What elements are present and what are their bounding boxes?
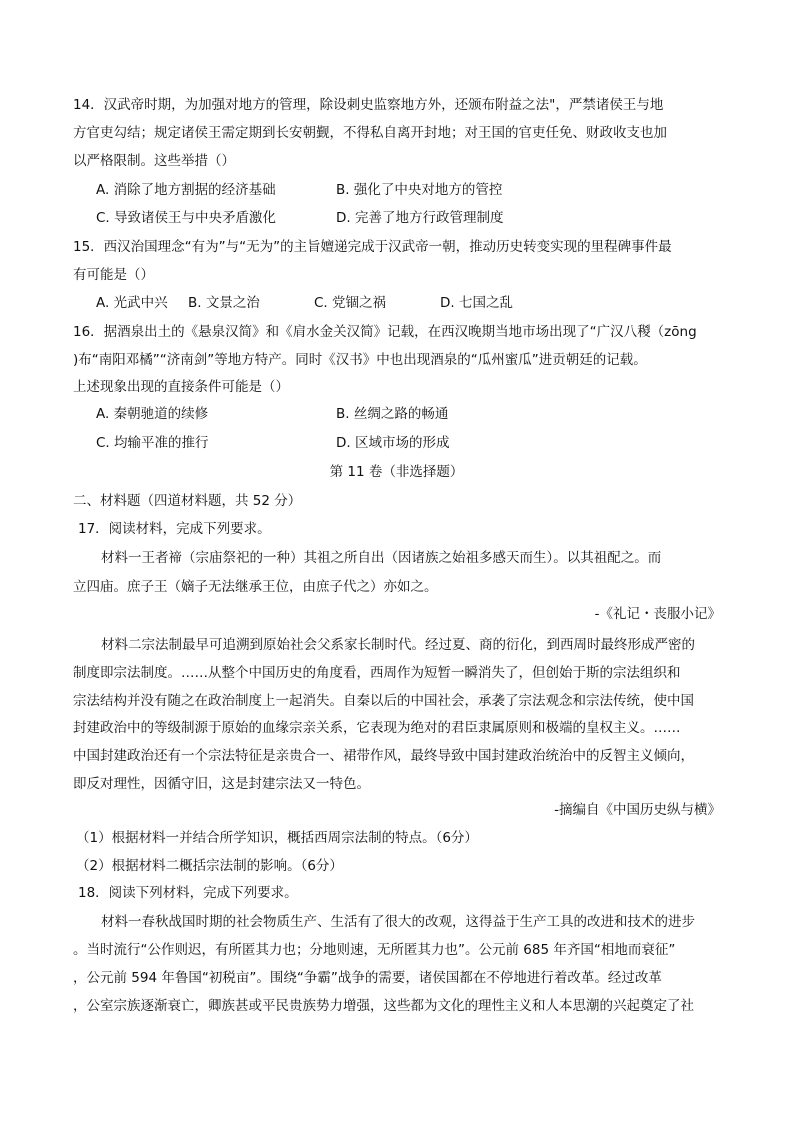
q16-option-d: D. 区域市场的形成 [336,435,450,451]
q17-material2-line1: 材料二宗法制最早可追溯到原始社会父系家长制时代。经过夏、商的衍化，到西周时最终形成严密的 [101,637,695,653]
volume-heading: 第 11 卷（非选择题） [329,464,464,480]
q17-material1-source: -《礼记・丧服小记》 [594,606,721,622]
q15-stem-line1: 15．西汉治国理念“有为”与“无为”的主旨嬗递完成于汉武帝一朝，推动历史转变实现的里程碑事件最 [73,239,672,255]
q15-option-b: B. 文景之治 [188,295,260,311]
q16-option-c: C. 均输平准的推行 [96,435,209,451]
q17-material2-line5: 中国封建政治还有一个宗法特征是亲贵合一、裙带作风，最终导致中国封建政治统治中的反智主义倾向， [73,748,694,764]
q14-stem-line3: 以严格限制。这些举措（） [73,153,235,169]
q18-material1-line2: 。当时流行“公作则迟，有所匿其力也；分地则速，无所匿其力也”。公元前 685 年齐国“相地而衰征” [73,942,676,958]
q14-stem-line1: 14．汉武帝时期，为加强对地方的管理，除设刺史监察地方外，还颁布附益之法"，严禁诸侯王与地 [73,97,664,113]
q18-heading: 18．阅读下列材料，完成下列要求。 [78,885,298,901]
q16-stem-line1: 16．据酒泉出土的《悬泉汉简》和《肩水金关汉简》记载，在西汉晚期当地市场出现了“广汉八稯（zōng [73,324,697,340]
q17-material2-source: -摘编自《中国历史纵与横》 [554,802,721,818]
q15-option-d: D. 七国之乱 [440,295,513,311]
part2-heading: 二、材料题（四道材料题，共 52 分） [73,493,302,509]
q17-material2-line2: 制度即宗法制度。……从整个中国历史的角度看，西周作为短暂一瞬消失了，但创始于斯的宗法组织和 [73,665,681,681]
q15-option-a: A. 光武中兴 [96,295,168,311]
q17-material1-line2: 立四庙。庶子王（嫡子无法继承王位，由庶子代之）亦如之。 [73,579,438,595]
q17-material1-line1: 材料一王者禘（宗庙祭祀的一种）其祖之所自出（因诸族之始祖多感天而生）。以其祖配之。而 [101,550,662,566]
q18-material1-line1: 材料一春秋战国时期的社会物质生产、生活有了很大的改观，这得益于生产工具的改进和技术的进步 [101,914,695,930]
q17-heading: 17．阅读材料，完成下列要求。 [78,521,271,537]
q14-option-d: D. 完善了地方行政管理制度 [336,210,504,226]
q15-option-c: C. 党锢之祸 [314,295,387,311]
q14-stem-line2: 方官吏勾结；规定诸侯王需定期到长安朝觐，不得私自离开封地；对王国的官吏任免、财政收支也加 [73,125,667,141]
q17-material2-line4: 封建政治中的等级制源于原始的血缘宗亲关系，它表现为绝对的君臣隶属原则和极端的皇权主义。…… [73,720,681,736]
q16-stem-line2: )布“南阳邓橘”“济南剑”等地方特产。同时《汉书》中也出现酒泉的“瓜州蜜瓜”进贡朝廷的记载。 [73,352,647,368]
q18-material1-line3: ，公元前 594 年鲁国“初税亩”。围绕“争霸”战争的需要，诸侯国都在不停地进行着改革。经过改革 [73,970,662,986]
q15-stem-line2: 有可能是（） [73,267,154,283]
q17-ask-1: （1）根据材料一并结合所学知识，概括西周宗法制的特点。（6分） [76,830,478,846]
q16-option-b: B. 丝绸之路的畅通 [336,406,449,422]
q18-material1-line4: ，公室宗族逐渐衰亡，卿族甚或平民贵族势力增强，这些都为文化的理性主义和人本思潮的兴起奠定了社 [73,998,694,1014]
q14-option-c: C. 导致诸侯王与中央矛盾激化 [96,210,277,226]
q16-option-a: A. 秦朝驰道的续修 [96,406,209,422]
q17-material2-line6: 即反对理性，因循守旧，这是封建宗法又一特色。 [73,776,370,792]
q17-ask-2: （2）根据材料二概括宗法制的影响。（6分） [76,858,343,874]
q14-option-b: B. 强化了中央对地方的管控 [336,182,503,198]
q14-option-a: A. 消除了地方割据的经济基础 [96,182,276,198]
q17-material2-line3: 宗法结构并没有随之在政治制度上一起消失。自秦以后的中国社会，承袭了宗法观念和宗法传统，使中国 [73,693,694,709]
q16-stem-line3: 上述现象出现的直接条件可能是（） [73,379,289,395]
